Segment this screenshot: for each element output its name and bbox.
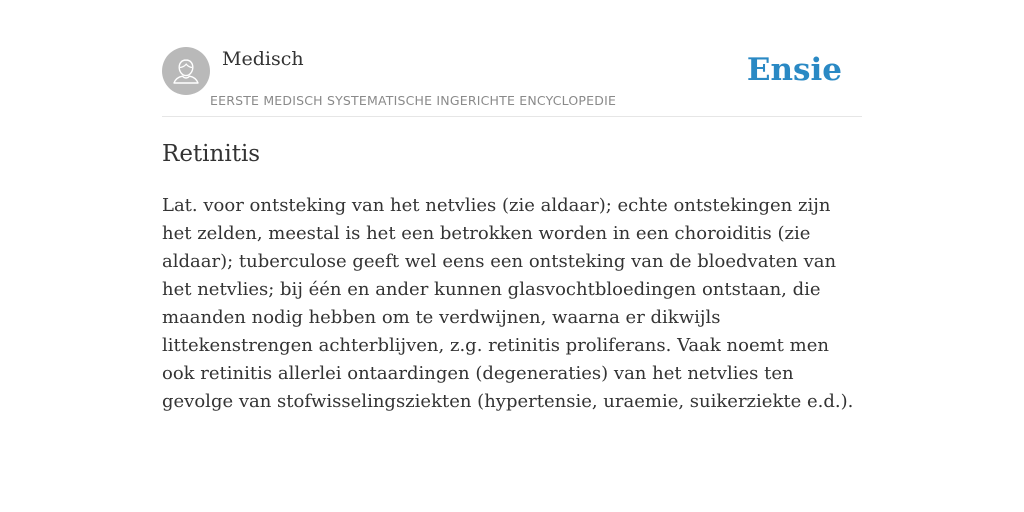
header xyxy=(162,46,862,117)
article-body: Lat. voor ontsteking van het netvlies (zie aldaar); echte ontstekingen zijn het zelden, meestal is het een betrokken worden in een choroiditis (zie aldaar); tuberculose geeft wel eens een ontsteking van de bloedvaten van het netvlies; bij één en ander kunnen glasvochtbloedingen ontstaan, die maanden nodig hebben om te verdwijnen, waarna er dikwijls littekenstrengen achterblijven, z.g. retinitis proliferans. Vaak noemt men ook retinitis allerlei ontaardingen (degeneraties) van het netvlies ten gevolge van stofwisselingsziekten (hypertensie, uraemie, suikerziekte e.d.). xyxy=(162,195,854,412)
source-avatar[interactable] xyxy=(162,47,210,95)
brand-logo[interactable]: Ensie xyxy=(746,52,842,88)
source-name[interactable]: Medisch xyxy=(222,48,304,70)
user-silhouette-icon xyxy=(162,47,210,95)
article-title: Retinitis xyxy=(162,141,261,167)
source-subtitle: EERSTE MEDISCH SYSTEMATISCHE INGERICHTE ENCYCLOPEDIE xyxy=(210,93,617,108)
